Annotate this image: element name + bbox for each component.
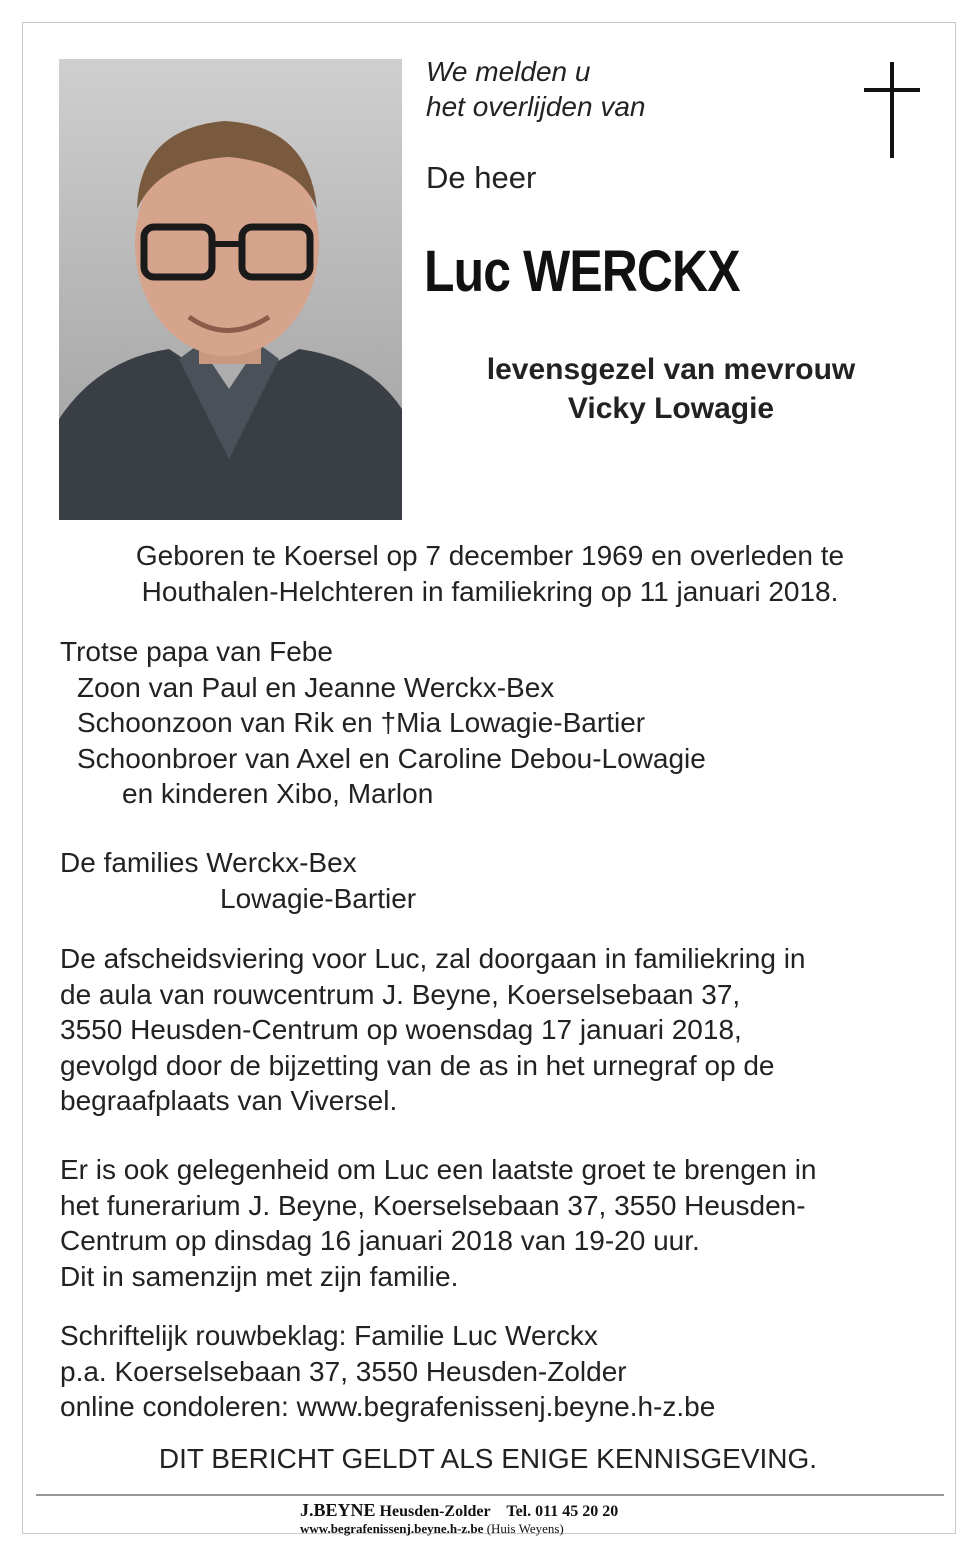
family-line: en kinderen Xibo, Marlon (122, 778, 434, 809)
intro-line: We melden u (426, 56, 591, 87)
intro-line: het overlijden van (426, 91, 646, 122)
birth-death-line: Houthalen-Helchteren in familiekring op 11 januari 2018. (141, 576, 839, 607)
family-line: Schoonbroer van Axel en Caroline Debou-Lowagie (77, 742, 706, 774)
contact-block (60, 1318, 940, 1425)
partner-line: levensgezel van mevrouw (486, 353, 856, 386)
portrait-photo (59, 59, 402, 520)
visitation-line: Centrum op dinsdag 16 januari 2018 van 19-20 uur. (60, 1225, 700, 1256)
ceremony-line: 3550 Heusden-Centrum op woensdag 17 januari 2018, (60, 1014, 742, 1045)
footer-location: Heusden-Zolder (379, 1503, 491, 1520)
contact-line: p.a. Koerselsebaan 37, 3550 Heusden-Zolder (60, 1355, 627, 1387)
condolence-link[interactable]: online condoleren: www.begrafenissenj.beyne.h-z.be (60, 1391, 716, 1422)
family-line: Trotse papa van Febe (60, 636, 333, 667)
ceremony-line: De afscheidsviering voor Luc, zal doorgaan in familiekring in (60, 943, 806, 974)
footer (300, 1501, 618, 1537)
footer-website[interactable]: www.begrafenissenj.beyne.h-z.be (300, 1521, 484, 1536)
visitation-paragraph (60, 1152, 940, 1294)
families-block (60, 845, 940, 916)
cross-icon (862, 62, 922, 160)
families-line: De families Werckx-Bex (60, 847, 357, 878)
footer-phone: Tel. 011 45 20 20 (506, 1503, 619, 1520)
ceremony-paragraph (60, 941, 940, 1119)
deceased-name: Luc WERCKX (424, 239, 740, 304)
ceremony-line: begraafplaats van Viversel. (60, 1085, 398, 1116)
footer-note: (Huis Weyens) (486, 1521, 564, 1536)
contact-line: Schriftelijk rouwbeklag: Familie Luc Werckx (60, 1320, 598, 1351)
intro-text (426, 54, 645, 124)
visitation-line: Dit in samenzijn met zijn familie. (60, 1260, 459, 1292)
family-line: Schoonzoon van Rik en †Mia Lowagie-Bartier (77, 707, 646, 738)
partner-text (418, 350, 924, 428)
partner-name: Vicky Lowagie (567, 392, 775, 425)
ceremony-line: de aula van rouwcentrum J. Beyne, Koerselsebaan 37, (60, 978, 741, 1010)
ceremony-line: gevolgd door de bijzetting van de as in het urnegraf op de (60, 1049, 775, 1081)
footer-divider (36, 1494, 944, 1496)
families-line: Lowagie-Bartier (220, 882, 417, 914)
family-list (60, 634, 940, 812)
visitation-line: het funerarium J. Beyne, Koerselsebaan 37, 3550 Heusden- (60, 1189, 806, 1221)
visitation-line: Er is ook gelegenheid om Luc een laatste groet te brengen in (60, 1154, 817, 1185)
family-line: Zoon van Paul en Jeanne Werckx-Bex (77, 671, 555, 703)
notice-text: DIT BERICHT GELDT ALS ENIGE KENNISGEVING. (158, 1443, 818, 1474)
birth-death-text (40, 538, 940, 610)
birth-death-line: Geboren te Koersel op 7 december 1969 en overleden te (135, 540, 845, 571)
footer-brand: J.BEYNE (300, 1500, 376, 1520)
title-prefix: De heer (426, 160, 537, 195)
